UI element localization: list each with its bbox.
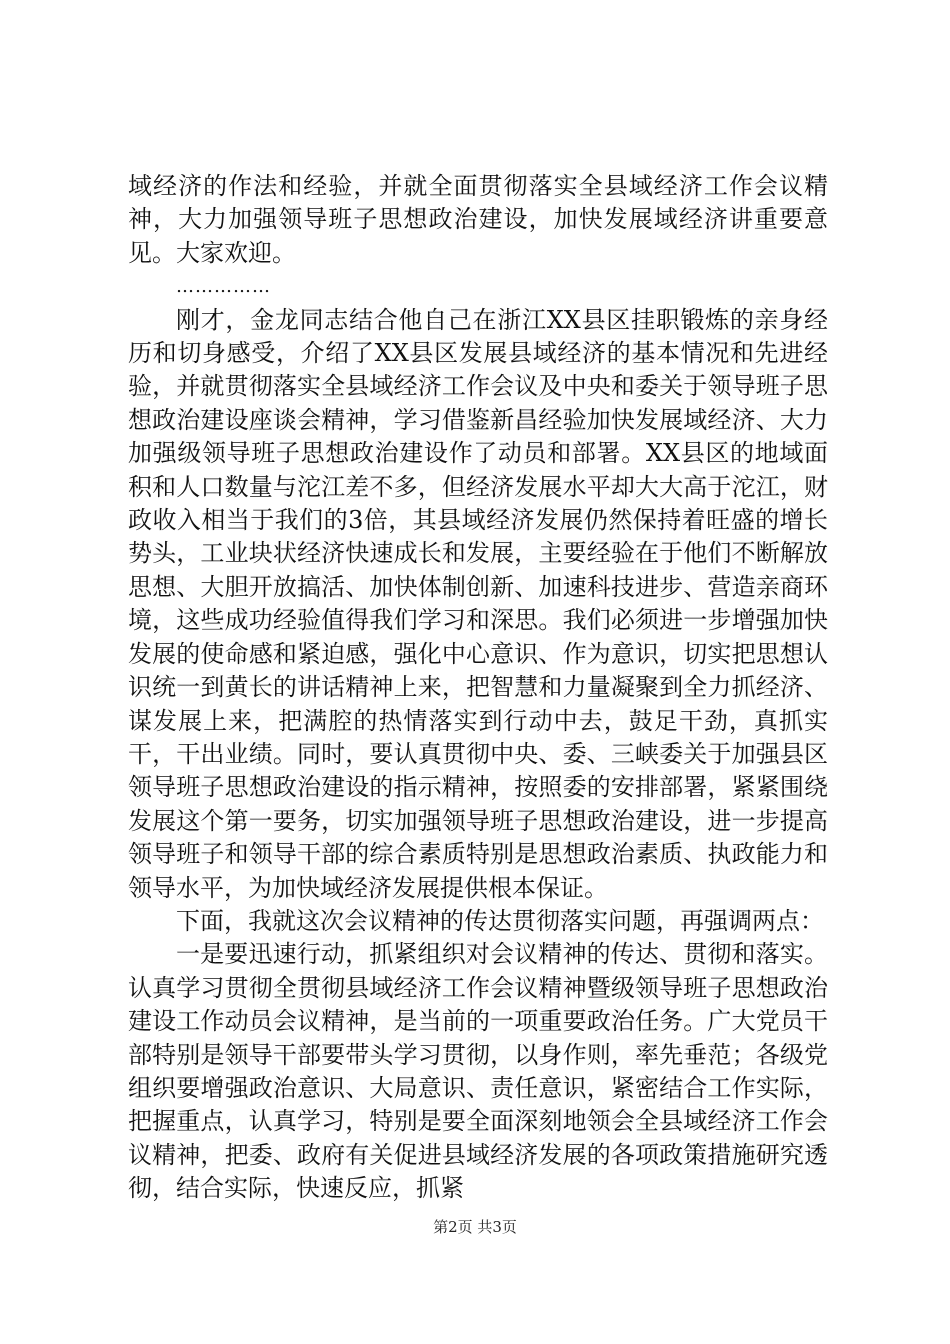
ellipsis-separator: …………… — [176, 276, 271, 298]
page-number-footer: 第2页 共3页 — [433, 1218, 517, 1236]
document-body — [128, 170, 828, 1206]
paragraph-experience: 刚才，金龙同志结合他自己在浙江XX县区挂职锻炼的亲身经历和切身感受，介绍了XX县区发展县域经济的基本情况和先进经验，并就贯彻落实全县域经济工作会议及中央和委关于领导班子思想政治建设座谈会精神，学习借鉴新昌经验加快发展域经济、大力加强级领导班子思想政治建设作了动员和部署。XX县区的地域面积和人口数量与沱江差不多，但经济发展水平却大大高于沱江，财政收入相当于我们的3倍，其县域经济发展仍然保持着旺盛的增长势头，工业块状经济快速成长和发展，主要经验在于他们不断解放思想、大胆开放搞活、加快体制创新、加速科技进步、营造亲商环境，这些成功经验值得我们学习和深思。我们必须进一步增强加快发展的使命感和紧迫感，强化中心意识、作为意识，切实把思想认识统一到黄长的讲话精神上来，把智慧和力量凝聚到全力抓经济、谋发展上来，把满腔的热情落实到行动中去，鼓足干劲，真抓实干，干出业绩。同时，要认真贯彻中央、委、三峡委关于加强县区领导班子思想政治建设的指示精神，按照委的安排部署，紧紧围绕发展这个第一要务，切实加强领导班子思想政治建设，进一步提高领导班子和领导干部的综合素质特别是思想政治素质、执政能力和领导水平，为加快域经济发展提供根本保证。 — [128, 305, 828, 902]
paragraph-continuation: 域经济的作法和经验，并就全面贯彻落实全县域经济工作会议精神，大力加强领导班子思想政治建设，加快发展域经济讲重要意见。大家欢迎。 — [128, 172, 828, 267]
paragraph-point-one: 一是要迅速行动，抓紧组织对会议精神的传达、贯彻和落实。认真学习贯彻全贯彻县域经济工作会议精神暨级领导班子思想政治建设工作动员会议精神，是当前的一项重要政治任务。广大党员干部特别是领导干部要带头学习贯彻，以身作则，率先垂范；各级党组织要增强政治意识、大局意识、责任意识，紧密结合工作实际，把握重点，认真学习，特别是要全面深刻地领会全县域经济工作会议精神，把委、政府有关促进县域经济发展的各项政策措施研究透彻，结合实际，快速反应，抓紧 — [128, 940, 828, 1203]
paragraph-transition: 下面，我就这次会议精神的传达贯彻落实问题，再强调两点： — [176, 906, 824, 935]
